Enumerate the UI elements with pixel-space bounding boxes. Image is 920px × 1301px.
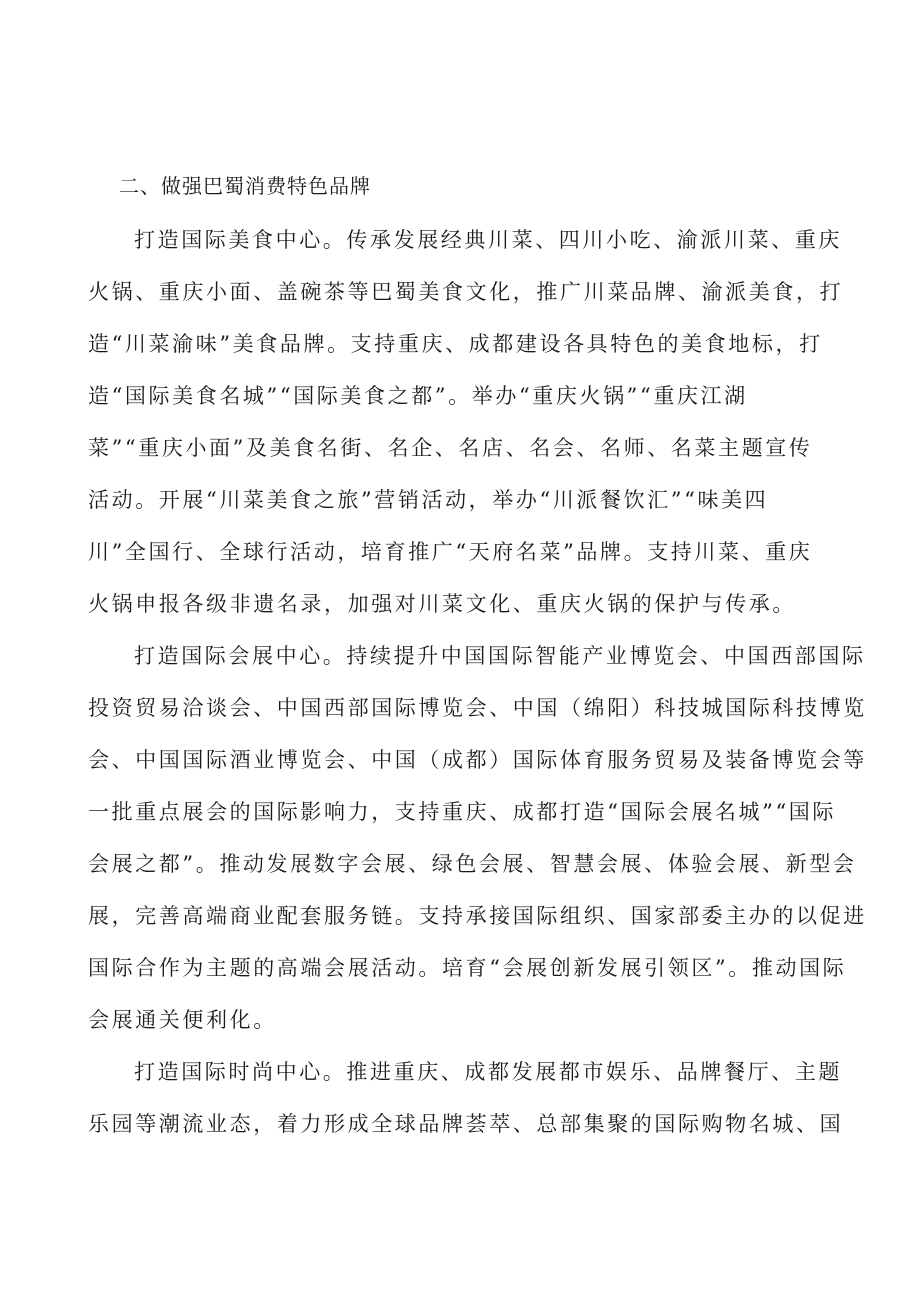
paragraph-line: 会、中国国际酒业博览会、中国（成都）国际体育服务贸易及装备博览会等 (88, 748, 867, 772)
paragraph-line: 会展通关便利化。 (88, 1008, 277, 1032)
paragraph-line: 打造国际时尚中心。推进重庆、成都发展都市娱乐、品牌餐厅、主题 (134, 1060, 842, 1084)
paragraph-line: 乐园等潮流业态，着力形成全球品牌荟萃、总部集聚的国际购物名城、国 (88, 1112, 844, 1136)
paragraph-line: 会展之都”。推动发展数字会展、绿色会展、智慧会展、体验会展、新型会 (88, 852, 857, 876)
paragraph-line: 打造国际会展中心。持续提升中国国际智能产业博览会、中国西部国际 (134, 644, 866, 668)
paragraph-line: 国际合作为主题的高端会展活动。培育“会展创新发展引领区”。推动国际 (88, 956, 847, 980)
paragraph-line: 火锅申报各级非遗名录，加强对川菜文化、重庆火锅的保护与传承。 (88, 592, 796, 616)
paragraph-line: 川”全国行、全球行活动，培育推广“天府名菜”品牌。支持川菜、重庆 (88, 540, 813, 564)
paragraph-line: 造“川菜渝味”美食品牌。支持重庆、成都建设各具特色的美食地标，打 (88, 332, 823, 356)
paragraph-line: 菜”“重庆小面”及美食名街、名企、名店、名会、名师、名菜主题宣传 (88, 436, 813, 460)
section-heading: 二、做强巴蜀消费特色品牌 (119, 174, 371, 198)
paragraph-line: 投资贸易洽谈会、中国西部国际博览会、中国（绵阳）科技城国际科技博览 (88, 696, 867, 720)
paragraph-line: 一批重点展会的国际影响力，支持重庆、成都打造“国际会展名城”“国际 (88, 800, 837, 824)
paragraph-line: 展，完善高端商业配套服务链。支持承接国际组织、国家部委主办的以促进 (88, 904, 867, 928)
paragraph-line: 打造国际美食中心。传承发展经典川菜、四川小吃、渝派川菜、重庆 (134, 228, 842, 252)
paragraph-line: 活动。开展“川菜美食之旅”营销活动，举办“川派餐饮汇”“味美四 (88, 488, 769, 512)
paragraph-line: 火锅、重庆小面、盖碗茶等巴蜀美食文化，推广川菜品牌、渝派美食，打 (88, 280, 844, 304)
paragraph-line: 造“国际美食名城”“国际美食之都”。举办“重庆火锅”“重庆江湖 (88, 384, 748, 408)
